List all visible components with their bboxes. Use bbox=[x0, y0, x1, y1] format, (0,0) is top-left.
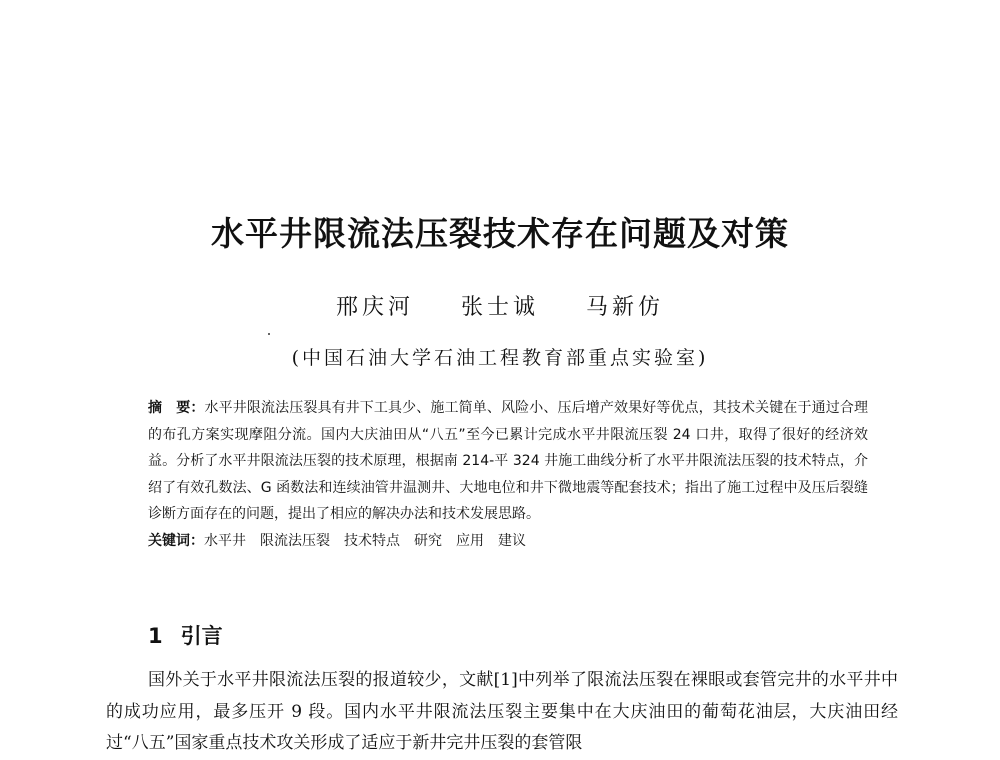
section-title: 引言 bbox=[180, 624, 223, 648]
section-number: 1 bbox=[148, 624, 163, 648]
author-name: 张士诚 bbox=[460, 295, 539, 320]
abstract-text: 水平井限流法压裂具有井下工具少、施工简单、风险小、压后增产效果好等优点，其技术关键在于通过合理的布孔方案实现摩阻分流。国内大庆油田从“八五”至今已累计完成水平井限流压裂 24 口井，取得了很好的经济效益。分析了水平井限流法压裂的技术原理，根据南 214-平 324 井施工曲线分析了水平井限流法压裂的技术特点，介绍了有效孔数法、G 函数法和连续油管井温测井、大地电位和井下微地震等配套技术；指出了施工过程中及压后裂缝诊断方面存在的问题，提出了相应的解决办法和技术发展思路。 bbox=[148, 400, 869, 523]
body-paragraph: 国外关于水平井限流法压裂的报道较少，文献[1]中列举了限流法压裂在裸眼或套管完井的水平井中的成功应用，最多压开 9 段。国内水平井限流法压裂主要集中在大庆油田的葡萄花油层，大庆油田经过“八五”国家重点技术攻关形成了适应于新井完井压裂的套管限 bbox=[106, 670, 898, 753]
abstract-paragraph bbox=[148, 395, 868, 528]
abstract-block bbox=[148, 395, 868, 555]
keyword: 限流法压裂 bbox=[260, 532, 330, 549]
keyword: 研究 bbox=[414, 532, 442, 549]
section-heading bbox=[148, 620, 223, 650]
keywords-label: 关键词： bbox=[148, 532, 204, 549]
author-name: 邢庆河 bbox=[335, 295, 414, 320]
body-text bbox=[106, 665, 898, 760]
keywords-row bbox=[148, 528, 868, 555]
keyword: 技术特点 bbox=[344, 532, 400, 549]
keyword: 水平井 bbox=[204, 532, 246, 549]
affiliation: (中国石油大学石油工程教育部重点实验室) bbox=[291, 347, 709, 369]
paper-title: 水平井限流法压裂技术存在问题及对策 bbox=[211, 214, 789, 253]
author-name: 马新仿 bbox=[586, 295, 665, 320]
page-dot-mark bbox=[268, 333, 270, 335]
abstract-label: 摘 要： bbox=[148, 400, 205, 416]
author-list bbox=[0, 290, 1000, 321]
keyword: 建议 bbox=[498, 532, 526, 549]
keyword: 应用 bbox=[456, 532, 484, 549]
